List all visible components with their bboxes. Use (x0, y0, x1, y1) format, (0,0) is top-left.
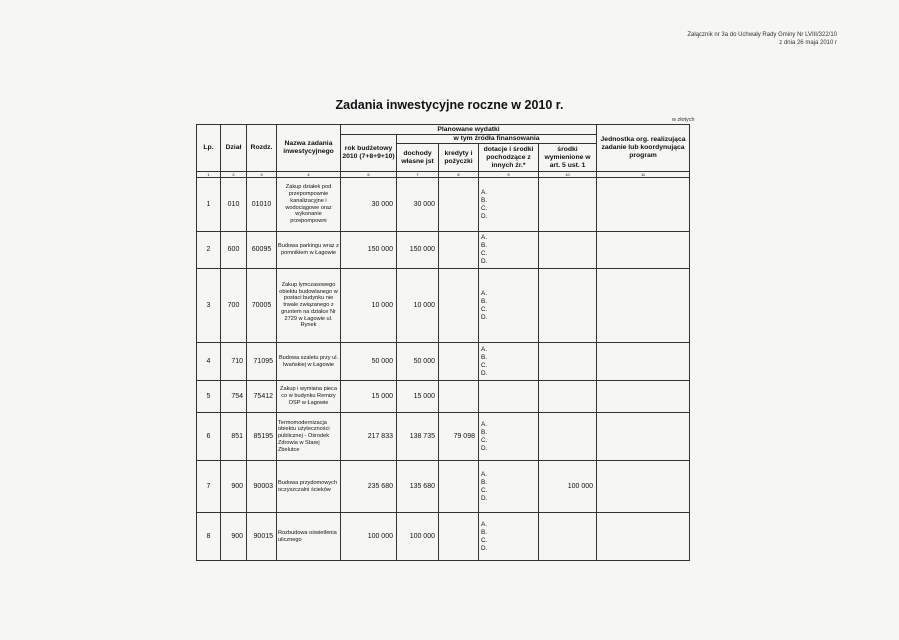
cell-lp: 6 (197, 413, 221, 461)
cell-jednostka (597, 269, 690, 343)
cell-kredyty (439, 381, 479, 413)
table-row (197, 513, 690, 561)
cell-srodki (539, 381, 597, 413)
cell-srodki (539, 413, 597, 461)
cell-rozdz: 85195 (247, 413, 277, 461)
cell-lp: 1 (197, 178, 221, 232)
funding-source-line: B. (481, 196, 488, 204)
funding-source-line: B. (481, 478, 488, 486)
funding-source-line: A. (481, 420, 488, 428)
header-w-tym: w tym źródła finansowania (397, 135, 597, 144)
cell-dochody: 100 000 (397, 513, 439, 561)
cell-jednostka (597, 232, 690, 269)
cell-rok: 30 000 (341, 178, 397, 232)
cell-rok: 10 000 (341, 269, 397, 343)
column-number: 1 (197, 172, 221, 178)
cell-rok: 235 680 (341, 461, 397, 513)
cell-nazwa: Termomodernizacja obiektu użyteczności publicznej - Ośrodek Zdrowia w Starej Zbelutce (277, 413, 341, 461)
cell-srodki (539, 178, 597, 232)
cell-jednostka (597, 513, 690, 561)
funding-source-line: D. (481, 544, 488, 552)
cell-kredyty (439, 461, 479, 513)
cell-lp: 8 (197, 513, 221, 561)
funding-source-line: C. (481, 486, 488, 494)
header-srodki: środki wymienione w art. 5 ust. 1 (539, 144, 597, 172)
cell-lp: 7 (197, 461, 221, 513)
cell-dochody: 138 735 (397, 413, 439, 461)
cell-dzial: 710 (221, 343, 247, 381)
funding-source-line: C. (481, 436, 488, 444)
cell-jednostka (597, 461, 690, 513)
cell-dzial: 851 (221, 413, 247, 461)
header-planowane: Planowane wydatki (341, 125, 597, 135)
cell-nazwa: Budowa przydomowych oczyszczalni ścieków (277, 461, 341, 513)
cell-rok: 50 000 (341, 343, 397, 381)
cell-nazwa: Budowa szaletu przy ul. Iwańskiej w Łagowie (277, 343, 341, 381)
funding-source-line: A. (481, 520, 488, 528)
funding-source-line: D. (481, 313, 488, 321)
cell-dzial: 700 (221, 269, 247, 343)
cell-jednostka (597, 343, 690, 381)
cell-dzial: 600 (221, 232, 247, 269)
cell-lp: 4 (197, 343, 221, 381)
funding-source-line: B. (481, 428, 488, 436)
cell-dochody: 10 000 (397, 269, 439, 343)
funding-source-line: D. (481, 258, 488, 265)
cell-rozdz: 60095 (247, 232, 277, 269)
funding-source-line: B. (481, 297, 488, 305)
cell-nazwa: Budowa parkingu wraz z pomnikiem w Łagowie (277, 232, 341, 269)
table-body (197, 178, 690, 561)
cell-kredyty (439, 178, 479, 232)
cell-jednostka (597, 178, 690, 232)
funding-source-line: B. (481, 242, 488, 249)
cell-srodki (539, 232, 597, 269)
attachment-note-line1: Załącznik nr 3a do Uchwały Rady Gminy Nr LVIII/322/10 (687, 32, 837, 38)
column-number: 10 (539, 172, 597, 178)
header-kredyty: kredyty i pożyczki (439, 144, 479, 172)
funding-source-line: C. (481, 305, 488, 313)
cell-dochody: 150 000 (397, 232, 439, 269)
header-rozdz: Rozdz. (247, 125, 277, 172)
column-number: 7 (397, 172, 439, 178)
cell-rozdz: 01010 (247, 178, 277, 232)
cell-kredyty: 79 098 (439, 413, 479, 461)
cell-jednostka (597, 413, 690, 461)
cell-dotacje (479, 232, 539, 269)
cell-kredyty (439, 232, 479, 269)
cell-dochody: 15 000 (397, 381, 439, 413)
cell-nazwa: Rozbudowa oświetlenia ulicznego (277, 513, 341, 561)
attachment-note (687, 31, 837, 47)
column-number: 11 (597, 172, 690, 178)
cell-srodki: 100 000 (539, 461, 597, 513)
table-row (197, 232, 690, 269)
funding-source-line: A. (481, 470, 488, 478)
cell-dotacje (479, 513, 539, 561)
cell-dzial: 010 (221, 178, 247, 232)
cell-nazwa: Zakup lymczasowego obiektu budowlanego w postaci budynku nie trwale związanego z gruntem na działce Nr 2729 w Łagowie ul. Rynek (277, 269, 341, 343)
cell-dochody: 30 000 (397, 178, 439, 232)
cell-dotacje (479, 343, 539, 381)
cell-srodki (539, 269, 597, 343)
funding-source-line: B. (481, 353, 488, 361)
cell-dzial: 900 (221, 513, 247, 561)
table-row (197, 269, 690, 343)
header-jednostka: Jednostka org. realizująca zadanie lub koordynująca program (597, 125, 690, 172)
funding-source-line: D. (481, 212, 488, 220)
cell-rozdz: 70005 (247, 269, 277, 343)
column-number: 9 (479, 172, 539, 178)
funding-source-line: D. (481, 369, 488, 377)
funding-source-line: C. (481, 361, 488, 369)
funding-source-line: A. (481, 289, 488, 297)
cell-dotacje (479, 381, 539, 413)
table-row (197, 343, 690, 381)
cell-dotacje (479, 461, 539, 513)
cell-rozdz: 90015 (247, 513, 277, 561)
table-row (197, 413, 690, 461)
header-lp: Lp. (197, 125, 221, 172)
column-number: 3 (247, 172, 277, 178)
table-row (197, 381, 690, 413)
cell-rok: 15 000 (341, 381, 397, 413)
cell-dotacje (479, 269, 539, 343)
cell-rok: 217 833 (341, 413, 397, 461)
cell-nazwa: Zakup działek pod przepompownie kanalizacyjne i wodociągowe oraz wykonanie przepompowni (277, 178, 341, 232)
attachment-note-line2: z dnia 26 maja 2010 r (779, 40, 837, 46)
column-number: 4 (277, 172, 341, 178)
cell-nazwa: Zakup i wymiana pieca co w budynku Remizy OSP w Łagowie (277, 381, 341, 413)
cell-rok: 100 000 (341, 513, 397, 561)
page-title: Zadania inwestycyjne roczne w 2010 r. (335, 98, 564, 112)
funding-source-line: C. (481, 536, 488, 544)
funding-source-line: C. (481, 204, 488, 212)
cell-lp: 2 (197, 232, 221, 269)
cell-rozdz: 71095 (247, 343, 277, 381)
column-number: 2 (221, 172, 247, 178)
cell-dochody: 50 000 (397, 343, 439, 381)
cell-rozdz: 90003 (247, 461, 277, 513)
table-row (197, 178, 690, 232)
column-number: 8 (439, 172, 479, 178)
units-label: w złotych (672, 117, 695, 123)
header-dotacje: dotacje i środki pochodzące z innych źr.* (479, 144, 539, 172)
investment-table (196, 124, 690, 561)
cell-jednostka (597, 381, 690, 413)
funding-source-line: A. (481, 234, 488, 241)
cell-lp: 5 (197, 381, 221, 413)
cell-lp: 3 (197, 269, 221, 343)
header-rok: rok budżetowy 2010 (7+8+9+10) (341, 135, 397, 172)
cell-srodki (539, 513, 597, 561)
cell-kredyty (439, 513, 479, 561)
header-dochody: dochody własne jst (397, 144, 439, 172)
cell-dochody: 135 680 (397, 461, 439, 513)
column-number: 6 (341, 172, 397, 178)
header-nazwa: Nazwa zadania inwestycyjnego (277, 125, 341, 172)
cell-rok: 150 000 (341, 232, 397, 269)
cell-dotacje (479, 178, 539, 232)
funding-source-line: A. (481, 345, 488, 353)
header-dzial: Dział (221, 125, 247, 172)
cell-kredyty (439, 343, 479, 381)
cell-dotacje (479, 413, 539, 461)
table-header (197, 125, 690, 178)
cell-dzial: 900 (221, 461, 247, 513)
cell-rozdz: 75412 (247, 381, 277, 413)
funding-source-line: A. (481, 188, 488, 196)
funding-source-line: B. (481, 528, 488, 536)
funding-source-line: D. (481, 444, 488, 452)
cell-dzial: 754 (221, 381, 247, 413)
funding-source-line: D. (481, 494, 488, 502)
cell-kredyty (439, 269, 479, 343)
table-row (197, 461, 690, 513)
cell-srodki (539, 343, 597, 381)
funding-source-line: C. (481, 250, 488, 257)
